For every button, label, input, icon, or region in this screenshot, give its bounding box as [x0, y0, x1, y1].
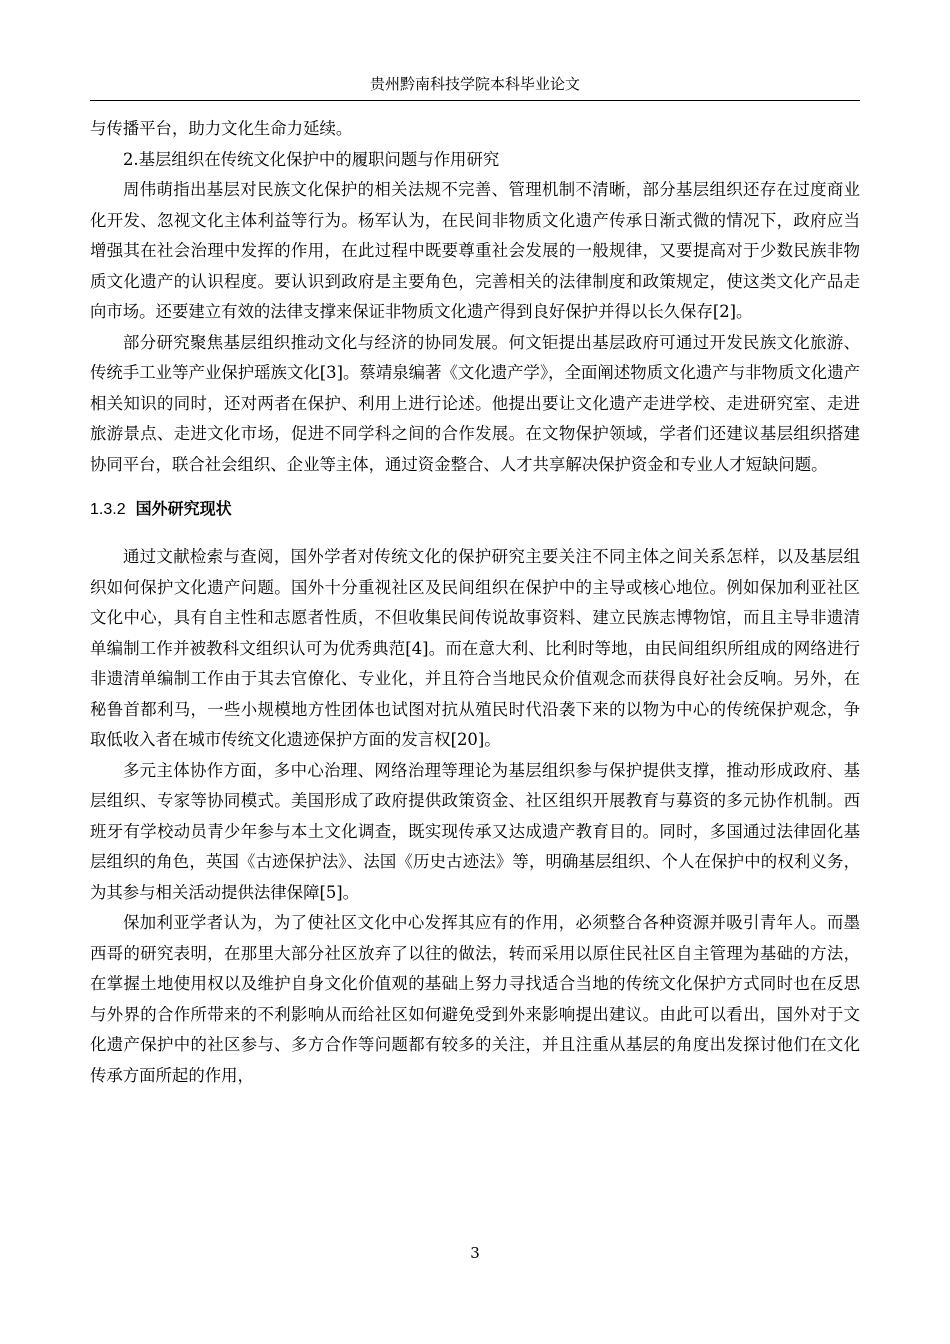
- paragraph: 多元主体协作方面，多中心治理、网络治理等理论为基层组织参与保护提供支撑，推动形成政府、基层组织、专家等协同模式。美国形成了政府提供政策资金、社区组织开展教育与募资的多元协作机制。西班牙有学校动员青少年参与本土文化调查，既实现传承又达成遗产教育目的。同时，多国通过法律固化基层组织的角色，英国《古迹保护法》、法国《历史古迹法》等，明确基层组织、个人在保护中的权利义务，为其参与相关活动提供法律保障[5]。: [90, 760, 860, 902]
- running-header: 贵州黔南科技学院本科毕业论文: [90, 68, 860, 101]
- section-title: 国外研究现状: [135, 501, 232, 518]
- page-number: 3: [470, 1244, 480, 1262]
- paragraph: 通过文献检索与查阅，国外学者对传统文化的保护研究主要关注不同主体之间关系怎样，以及基层组织如何保护文化遗产问题。国外十分重视社区及民间组织在保护中的主导或核心地位。例如保加利亚社区文化中心，具有自主性和志愿者性质，不但收集民间传说故事资料、建立民族志博物馆，而且主导非遗清单编制工作并被教科文组织认可为优秀典范[4]。而在意大利、比利时等地，由民间组织所组成的网络进行非遗清单编制工作由于其去官僚化、专业化，并且符合当地民众价值观念而获得良好社会反响。另外，在秘鲁首都利马，一些小规模地方性团体也试图对抗从殖民时代沿袭下来的以物为中心的传统保护观念，争取低收入者在城市传统文化遗迹保护方面的发言权[20]。: [90, 547, 860, 749]
- paragraph: 周伟萌指出基层对民族文化保护的相关法规不完善、管理机制不清晰，部分基层组织还存在过度商业化开发、忽视文化主体利益等行为。杨军认为，在民间非物质文化遗产传承日渐式微的情况下，政府应当增强其在社会治理中发挥的作用，在此过程中既要尊重社会发展的一般规律，又要提高对于少数民族非物质文化遗产的认识程度。要认识到政府是主要角色，完善相关的法律制度和政策规定，使这类文化产品走向市场。还要建立有效的法律支撑来保证非物质文化遗产得到良好保护并得以长久保存[2]。: [90, 180, 860, 321]
- page-body: [90, 114, 860, 1091]
- section-heading: [90, 496, 860, 524]
- paragraph: 保加利亚学者认为，为了使社区文化中心发挥其应有的作用，必须整合各种资源并吸引青年人。而墨西哥的研究表明，在那里大部分社区放弃了以往的做法，转而采用以原住民社区自主管理为基础的方法，在掌握土地使用权以及维护自身文化价值观的基础上努力寻找适合当地的传统文化保护方式同时也在反思与外界的合作所带来的不利影响从而给社区如何避免受到外来影响提出建议。由此可以看出，国外对于文化遗产保护中的社区参与、多方合作等问题都有较多的关注，并且注重从基层的角度出发探讨他们在文化传承方面所起的作用，: [90, 913, 860, 1085]
- section-number: 1.3.2: [90, 501, 126, 518]
- paragraph-continuation: 与传播平台，助力文化生命力延续。: [90, 119, 353, 138]
- subheading-2: 2.基层组织在传统文化保护中的履职问题与作用研究: [123, 149, 500, 169]
- paragraph: 部分研究聚焦基层组织推动文化与经济的协同发展。何文钜提出基层政府可通过开发民族文化旅游、传统手工业等产业保护瑶族文化[3]。蔡靖泉编著《文化遗产学》，全面阐述物质文化遗产与非物质文化遗产相关知识的同时，还对两者在保护、利用上进行论述。他提出要让文化遗产走进学校、走进研究室、走进旅游景点、走进文化市场，促进不同学科之间的合作发展。在文物保护领域，学者们还建议基层组织搭建协同平台，联合社会组织、企业等主体，通过资金整合、人才共享解决保护资金和专业人才短缺问题。: [90, 332, 860, 474]
